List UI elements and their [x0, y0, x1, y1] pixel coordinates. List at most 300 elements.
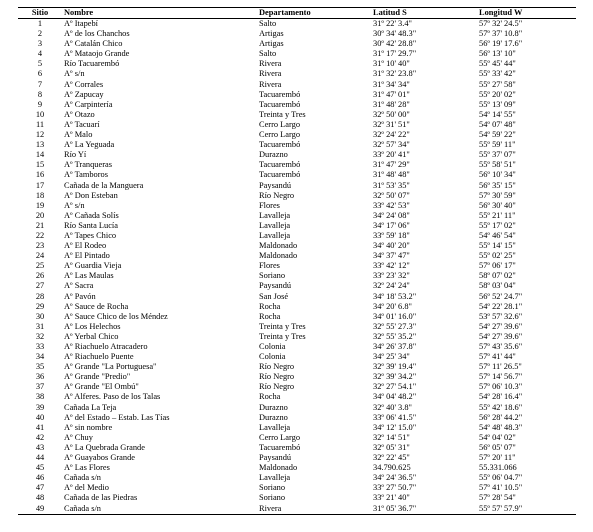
header-departamento: Departamento [257, 8, 371, 19]
table-row [18, 39, 576, 49]
cell-latitud: 33º 27' 50.7" [373, 483, 417, 493]
cell-sitio: 31 [35, 321, 45, 331]
cell-longitud: 54º 27' 39.6" [479, 321, 523, 331]
table-row [18, 130, 576, 140]
cell-latitud: 32º 31' 51" [373, 119, 410, 129]
cell-longitud: 57º 06' 17" [479, 261, 516, 271]
cell-longitud: 57º 11' 26.5" [479, 362, 522, 372]
cell-sitio: 33 [35, 342, 45, 351]
table-row [18, 423, 576, 433]
cell-nombre: Aº Don Esteban [64, 190, 118, 200]
cell-latitud: 31º 53' 35" [373, 180, 410, 190]
cell-departamento: Soriano [259, 271, 286, 281]
cell-latitud: 34º 18' 53.2" [373, 291, 417, 301]
cell-latitud: 32º 22' 45" [373, 453, 410, 463]
cell-longitud: 55º 33' 42" [479, 69, 516, 79]
cell-nombre: Aº Malo [64, 130, 93, 140]
table-row [18, 80, 576, 90]
cell-sitio: 41 [35, 422, 45, 432]
cell-nombre: Aº Las Maulas [64, 271, 114, 281]
cell-departamento: Tacuarembó [259, 89, 301, 99]
cell-sitio: 21 [35, 220, 45, 230]
table-row [18, 19, 576, 30]
cell-longitud: 55º 13' 09" [479, 99, 516, 109]
cell-longitud: 54º 07' 48" [479, 119, 516, 129]
cell-departamento: Salto [259, 19, 277, 28]
cell-departamento: Rocha [259, 392, 281, 402]
table-row [18, 473, 576, 483]
table-row [18, 100, 576, 110]
cell-sitio: 4 [37, 49, 43, 59]
cell-latitud: 32º 57' 34" [373, 140, 410, 150]
cell-longitud: 56º 35' 15" [479, 180, 516, 190]
cell-nombre: Aº Tapes Chico [64, 230, 117, 240]
cell-departamento: Cerro Largo [259, 119, 301, 129]
cell-longitud: 55º 59' 11" [479, 140, 516, 150]
cell-latitud: 31º 17' 29.7" [373, 49, 417, 59]
header-longitud: Longitud W [477, 8, 576, 19]
cell-departamento: Paysandú [259, 281, 292, 291]
cell-departamento: Paysandú [259, 180, 292, 190]
cell-nombre: Aº Guardia Vieja [64, 261, 122, 271]
cell-nombre: Aº Sacra [64, 281, 94, 291]
cell-nombre: Cañada s/n [62, 504, 257, 515]
cell-longitud: 57º 30' 59" [479, 190, 516, 200]
cell-departamento: Artigas [259, 29, 284, 39]
cell-nombre: Aº La Quebrada Grande [64, 442, 145, 452]
cell-departamento: Rivera [259, 59, 282, 69]
cell-nombre: Cañada s/n [64, 473, 101, 483]
cell-longitud: 54º 04' 02" [479, 432, 516, 442]
cell-longitud: 54º 59' 22" [479, 130, 516, 140]
table-row [18, 332, 576, 342]
cell-longitud: 55º 42' 18.6" [479, 402, 523, 412]
cell-longitud: 55º 27' 58" [479, 79, 516, 89]
cell-sitio: 15 [35, 160, 45, 170]
cell-sitio: 30 [35, 311, 45, 321]
cell-sitio: 45 [35, 463, 45, 473]
cell-latitud: 34.790.625 [373, 463, 411, 473]
cell-latitud: 33º 23' 32" [373, 271, 410, 281]
cell-departamento: Rivera [257, 504, 371, 515]
cell-nombre: Aº Riachuelo Puente [64, 352, 134, 362]
cell-nombre: Río Santa Lucía [64, 220, 118, 230]
cell-nombre: Aº sin nombre [64, 422, 113, 432]
cell-departamento: Durazno [259, 402, 288, 412]
cell-departamento: Treinta y Tres [259, 109, 306, 119]
cell-departamento: Río Negro [259, 190, 295, 200]
cell-sitio: 8 [37, 89, 43, 99]
cell-nombre: Aº Carpintería [64, 99, 113, 109]
table-row [18, 29, 576, 39]
table-row [18, 413, 576, 423]
cell-sitio: 49 [18, 504, 62, 515]
cell-sitio: 25 [35, 261, 45, 271]
cell-sitio: 5 [37, 59, 43, 69]
cell-departamento: Durazno [259, 150, 288, 160]
cell-longitud: 57º 20' 11" [479, 453, 516, 463]
cell-sitio: 34 [35, 352, 45, 362]
table-row [18, 140, 576, 150]
header-sitio: Sitio [18, 8, 62, 19]
cell-departamento: Tacuarembó [259, 140, 301, 150]
cell-departamento: Río Negro [259, 382, 295, 392]
table-row [18, 231, 576, 241]
cell-nombre: Aº Alferes. Paso de los Talas [64, 392, 161, 402]
cell-latitud: 34º 25' 34" [373, 352, 410, 362]
table-row [18, 110, 576, 120]
cell-sitio: 37 [35, 382, 45, 392]
header-latitud: Latitud S [371, 8, 477, 19]
cell-latitud: 32º 39' 19.4" [373, 362, 417, 372]
cell-sitio: 42 [35, 432, 45, 442]
cell-latitud: 32º 40' 3.8" [373, 402, 412, 412]
cell-latitud: 33º 21' 40" [373, 493, 410, 503]
cell-longitud: 55º 57' 57.9" [477, 504, 576, 515]
cell-sitio: 44 [35, 453, 45, 463]
table-row [18, 372, 576, 382]
cell-latitud: 32º 50' 00" [373, 109, 410, 119]
cell-nombre: Aº Sauce de Rocha [64, 301, 129, 311]
cell-latitud: 30º 42' 28.8" [373, 39, 417, 49]
cell-latitud: 33º 20' 41" [373, 150, 410, 160]
table-row [18, 433, 576, 443]
cell-sitio: 27 [35, 281, 45, 291]
cell-nombre: Aº del Medio [64, 483, 109, 493]
cell-departamento: Artigas [259, 39, 284, 49]
cell-sitio: 26 [35, 271, 45, 281]
cell-latitud: 33º 42' 53" [373, 200, 410, 210]
cell-longitud: 57º 41' 10.5" [479, 483, 523, 493]
cell-nombre: Aº Tamboros [64, 170, 108, 180]
cell-longitud: 54º 28' 16.4" [479, 392, 523, 402]
cell-sitio: 47 [35, 483, 45, 493]
cell-latitud: 32º 55' 27.3" [373, 321, 417, 331]
cell-nombre: Aº Grande "La Portuguesa" [64, 362, 157, 372]
cell-nombre: Cañada La Teja [64, 402, 117, 412]
cell-nombre: Aº Yerbal Chico [64, 331, 119, 341]
cell-departamento: Maldonado [259, 251, 298, 261]
cell-latitud: 31º 34' 34" [373, 79, 410, 89]
cell-longitud: 57º 14' 56.7" [479, 372, 523, 382]
cell-longitud: 53º 57' 32.6" [479, 311, 523, 321]
table-row [18, 403, 576, 413]
cell-nombre: Río Tacuarembó [64, 59, 120, 69]
cell-sitio: 24 [35, 251, 45, 261]
cell-latitud: 33º 42' 12" [373, 261, 410, 271]
cell-nombre: Aº La Yeguada [64, 140, 115, 150]
cell-longitud: 57º 37' 10.8" [479, 29, 523, 39]
cell-latitud: 34º 37' 47" [373, 251, 410, 261]
cell-nombre: Aº Sauce Chico de los Méndez [64, 311, 168, 321]
cell-latitud: 34º 24' 36.5" [373, 473, 417, 483]
cell-sitio: 12 [35, 130, 45, 140]
cell-longitud: 55º 14' 15" [479, 241, 516, 251]
cell-longitud: 58º 07' 02" [479, 271, 516, 281]
cell-nombre: Aº de los Chanchos [64, 29, 130, 39]
cell-departamento: Rivera [259, 69, 282, 79]
cell-latitud: 31º 47' 29" [373, 160, 410, 170]
cell-departamento: Tacuarembó [259, 170, 301, 180]
cell-longitud: 55º 21' 11" [479, 210, 516, 220]
cell-latitud: 33º 06' 41.5" [373, 412, 417, 422]
cell-departamento: Lavalleja [259, 422, 291, 432]
cell-sitio: 14 [35, 150, 45, 160]
table-row [18, 69, 576, 79]
cell-nombre: Cañada de la Manguera [64, 180, 144, 190]
cell-departamento: Salto [259, 49, 277, 59]
cell-sitio: 28 [35, 291, 45, 301]
cell-latitud: 34º 04' 48.2" [373, 392, 417, 402]
cell-sitio: 16 [35, 170, 45, 180]
cell-departamento: Lavalleja [259, 230, 291, 240]
table-row [18, 443, 576, 453]
cell-sitio: 46 [35, 473, 45, 483]
cell-nombre: Aº Los Helechos [64, 321, 121, 331]
cell-latitud: 32º 50' 07" [373, 190, 410, 200]
cell-departamento: Cerro Largo [259, 432, 301, 442]
cell-latitud: 34º 26' 37.8" [373, 342, 417, 351]
cell-sitio: 19 [35, 200, 45, 210]
table-row [18, 483, 576, 493]
table-row [18, 312, 576, 322]
cell-departamento: Lavalleja [259, 473, 291, 483]
table-row [18, 241, 576, 251]
cell-longitud: 54º 46' 54" [479, 230, 516, 240]
cell-longitud: 57º 43' 35.6" [479, 342, 523, 351]
table-row [18, 150, 576, 160]
cell-nombre: Aº Zapucay [64, 89, 104, 99]
table-row [18, 342, 576, 352]
cell-departamento: Tacuarembó [259, 442, 301, 452]
cell-departamento: Maldonado [259, 241, 298, 251]
cell-nombre: Aº El Rodeo [64, 241, 107, 251]
cell-longitud: 55.331.066 [479, 463, 517, 473]
cell-sitio: 40 [35, 412, 45, 422]
cell-latitud: 34º 40' 20" [373, 241, 410, 251]
table-row [18, 201, 576, 211]
table-body [18, 19, 576, 515]
cell-departamento: Treinta y Tres [259, 331, 306, 341]
cell-latitud: 30º 34' 48.3" [373, 29, 417, 39]
cell-departamento: Cerro Largo [259, 130, 301, 140]
table-row [18, 463, 576, 473]
cell-departamento: Flores [259, 261, 280, 271]
cell-longitud: 57º 06' 10.3" [479, 382, 523, 392]
cell-departamento: Colonia [259, 342, 286, 351]
cell-latitud: 34º 01' 16.0" [373, 311, 417, 321]
table-row [18, 392, 576, 402]
cell-longitud: 57º 41' 44" [479, 352, 516, 362]
cell-sitio: 10 [35, 109, 45, 119]
cell-longitud: 55º 20' 02" [479, 89, 516, 99]
cell-nombre: Aº Grande "El Ombú" [64, 382, 139, 392]
cell-longitud: 55º 37' 07" [479, 150, 516, 160]
cell-nombre: Aº Guayabos Grande [64, 453, 135, 463]
table-row [18, 181, 576, 191]
cell-departamento: Rocha [259, 311, 281, 321]
cell-departamento: Maldonado [259, 463, 298, 473]
cell-latitud: 31º 48' 28" [373, 99, 410, 109]
table-row [18, 271, 576, 281]
cell-sitio: 20 [35, 210, 45, 220]
table-row [18, 211, 576, 221]
cell-nombre: Aº Tacuarí [64, 119, 100, 129]
cell-departamento: Rivera [259, 79, 282, 89]
table-row [18, 191, 576, 201]
cell-departamento: Río Negro [259, 362, 295, 372]
cell-nombre: Aº Tranqueras [64, 160, 112, 170]
cell-nombre: Cañada de las Piedras [64, 493, 138, 503]
table-row [18, 322, 576, 332]
cell-sitio: 1 [37, 19, 43, 28]
cell-nombre: Aº del Estado – Estab. Las Tías [64, 412, 170, 422]
cell-nombre: Aº Las Flores [64, 463, 110, 473]
cell-latitud: 31º 10' 40" [373, 59, 410, 69]
cell-sitio: 13 [35, 140, 45, 150]
cell-latitud: 31º 48' 48" [373, 170, 410, 180]
cell-latitud: 32º 39' 34.2" [373, 372, 417, 382]
cell-sitio: 36 [35, 372, 45, 382]
cell-nombre: Aº Pavón [64, 291, 96, 301]
cell-nombre: Río Yí [64, 150, 87, 160]
cell-sitio: 2 [37, 29, 43, 39]
table-row [18, 261, 576, 271]
table-row [18, 352, 576, 362]
cell-latitud: 32º 05' 31" [373, 442, 410, 452]
cell-departamento: Soriano [259, 493, 286, 503]
cell-longitud: 58º 03' 04" [479, 281, 516, 291]
table-row [18, 302, 576, 312]
cell-longitud: 56º 19' 17.6" [479, 39, 523, 49]
cell-departamento: Rocha [259, 301, 281, 311]
cell-longitud: 56º 13' 10" [479, 49, 516, 59]
cell-longitud: 56º 28' 44.2" [479, 412, 523, 422]
table-row [18, 453, 576, 463]
cell-sitio: 32 [35, 331, 45, 341]
table-row [18, 90, 576, 100]
cell-longitud: 56º 30' 40" [479, 200, 516, 210]
cell-nombre: Aº s/n [64, 200, 85, 210]
cell-sitio: 17 [35, 180, 45, 190]
cell-longitud: 55º 02' 25" [479, 251, 516, 261]
cell-nombre: Aº Mataojo Grande [64, 49, 130, 59]
cell-departamento: Soriano [259, 483, 286, 493]
cell-sitio: 43 [35, 442, 45, 452]
cell-longitud: 55º 45' 44" [479, 59, 516, 69]
cell-sitio: 11 [35, 119, 45, 129]
cell-nombre: Aº Otazo [64, 109, 95, 119]
cell-departamento: Flores [259, 200, 280, 210]
cell-latitud: 34º 20' 6.8" [373, 301, 412, 311]
cell-departamento: Durazno [259, 412, 288, 422]
cell-latitud: 31º 05' 36.7" [371, 504, 477, 515]
cell-longitud: 57º 28' 54" [479, 493, 516, 503]
cell-sitio: 39 [35, 402, 45, 412]
cell-sitio: 18 [35, 190, 45, 200]
cell-latitud: 34º 12' 15.0" [373, 422, 417, 432]
cell-nombre: Aº Grande "Predio" [64, 372, 131, 382]
cell-longitud: 56º 52' 24.7" [479, 291, 523, 301]
cell-longitud: 55º 58' 51" [479, 160, 516, 170]
cell-latitud: 31º 47' 01" [373, 89, 410, 99]
cell-longitud: 57º 32' 24.5" [479, 19, 523, 28]
cell-longitud: 54º 22' 28.1" [479, 301, 523, 311]
cell-latitud: 31º 32' 23.8" [373, 69, 417, 79]
cell-latitud: 31º 22' 3.4" [373, 19, 412, 28]
cell-departamento: Paysandú [259, 453, 292, 463]
cell-nombre: Aº s/n [64, 69, 85, 79]
cell-departamento: San José [259, 291, 289, 301]
cell-longitud: 54º 48' 48.3" [479, 422, 523, 432]
cell-latitud: 33º 59' 18" [373, 230, 410, 240]
cell-latitud: 32º 24' 22" [373, 130, 410, 140]
cell-latitud: 32º 24' 24" [373, 281, 410, 291]
cell-sitio: 22 [35, 230, 45, 240]
cell-departamento: Lavalleja [259, 210, 291, 220]
table-row [18, 382, 576, 392]
table-row [18, 504, 576, 515]
cell-sitio: 38 [35, 392, 45, 402]
table-row [18, 170, 576, 180]
table-row [18, 49, 576, 59]
table-row [18, 221, 576, 231]
cell-nombre: Aº Chuy [64, 432, 93, 442]
cell-departamento: Lavalleja [259, 220, 291, 230]
cell-nombre: Aº Cañada Solís [64, 210, 119, 220]
cell-sitio: 29 [35, 301, 45, 311]
cell-nombre: Aº El Pintado [64, 251, 110, 261]
sites-table [18, 7, 576, 515]
cell-nombre: Aº Catalán Chico [64, 39, 123, 49]
cell-nombre: Aº Corrales [64, 79, 104, 89]
cell-longitud: 56º 05' 07" [479, 442, 516, 452]
header-nombre: Nombre [62, 8, 257, 19]
header-row [18, 8, 576, 19]
table-row [18, 493, 576, 503]
cell-sitio: 23 [35, 241, 45, 251]
table-row [18, 292, 576, 302]
cell-departamento: Tacuarembó [259, 160, 301, 170]
cell-sitio: 48 [35, 493, 45, 503]
cell-longitud: 55º 17' 02" [479, 220, 516, 230]
cell-latitud: 32º 55' 35.2" [373, 331, 417, 341]
cell-sitio: 6 [37, 69, 43, 79]
table-row [18, 120, 576, 130]
cell-departamento: Treinta y Tres [259, 321, 306, 331]
cell-nombre: Aº Itapebí [64, 19, 98, 28]
cell-departamento: Colonia [259, 352, 286, 362]
cell-latitud: 32º 27' 54.1" [373, 382, 417, 392]
table-row [18, 362, 576, 372]
cell-latitud: 32º 14' 51" [373, 432, 410, 442]
cell-departamento: Río Negro [259, 372, 295, 382]
table-row [18, 281, 576, 291]
sites-table-container [18, 7, 576, 515]
cell-latitud: 34º 17' 06" [373, 220, 410, 230]
table-row [18, 251, 576, 261]
cell-latitud: 34º 24' 08" [373, 210, 410, 220]
cell-sitio: 35 [35, 362, 45, 372]
cell-sitio: 7 [37, 79, 43, 89]
cell-sitio: 9 [37, 99, 43, 109]
cell-longitud: 54º 27' 39.6" [479, 331, 523, 341]
cell-longitud: 54º 14' 55" [479, 109, 516, 119]
cell-longitud: 56º 10' 34" [479, 170, 516, 180]
table-row [18, 59, 576, 69]
cell-nombre: Aº Riachuelo Atracadero [64, 342, 148, 351]
cell-longitud: 55º 06' 04.7" [479, 473, 523, 483]
